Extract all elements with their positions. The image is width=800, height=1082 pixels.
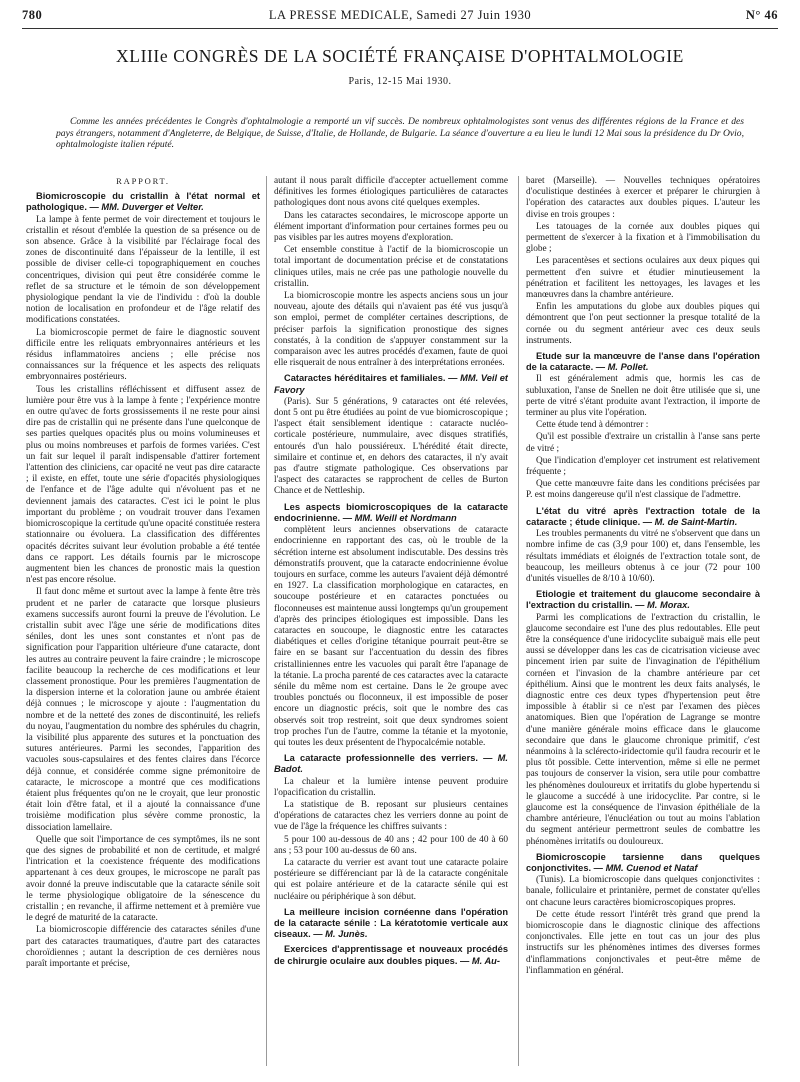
heading-author: M. Pollet. (607, 362, 649, 373)
column-3 (526, 176, 760, 1076)
paragraph: La lampe à fente permet de voir directement et toujours le cristallin et résout d'emblée la question de sa présence ou de son absence. Grâce à la visibilité par l'éclairage focal des zones de discontinuité dans l'épaisseur de la lentille, il est possible de diviser celle-ci topographiquement en couches concentriques, division qui peut être considérée comme le reflet de sa structure et le témoin de son développement physiologique pendant la vie de l'individu : d'où la double notion de localisation en profondeur et de l'âge relatif des modifications constatées. (26, 214, 260, 326)
paragraph: Il est généralement admis que, hormis les cas de subluxation, l'anse de Snellen ne doit être utilisée que si, une perte de vitré s'étant produite avant l'extraction, il importe de terminer au plus vite l'opération. (526, 374, 760, 419)
issue-number: N° 46 (745, 8, 778, 22)
header-rule (22, 28, 778, 29)
paragraph: Dans les cataractes secondaires, le microscope apporte un élément important d'information pour certaines formes peu ou pas visibles par les autres moyens d'exploration. (274, 210, 508, 244)
paragraph: Les troubles permanents du vitré ne s'observent que dans un nombre infime de cas (3,9 pour 100) et, dans l'ensemble, les résultats immédiats et éloignés de l'extraction totale sont, de beaucoup, les meilleurs obtenus à ce jour (72 pour 100 d'unités visuelles de 8/10 à 10/60). (526, 529, 760, 584)
heading-author: MM. Veil et Favory (274, 373, 508, 395)
article-intro: Comme les années précédentes le Congrès d'ophtalmologie a remporté un vif succès. De nombreux ophtalmologistes sont venus des différentes régions de la France et des pays étrangers, notamment d'Angleterre, de Belgique, de Suisse, d'Italie, de Hollande, de Bulgarie. La séance d'ouverture a eu lieu le lundi 12 Mai sous la présidence du Dr Ovio, ophtalmologiste italien réputé. (56, 116, 744, 151)
heading-text: La cataracte professionnelle des verriers. — (284, 753, 498, 764)
column-2 (274, 176, 508, 1076)
section-heading (274, 944, 508, 966)
paragraph: (Paris). Sur 5 générations, 9 cataractes ont été relevées, dont 5 ont pu être étudiées au point de vue biomicroscopique ; l'aspect était sensiblement identique : cataracte nucléo-corticale postérieure, nummulaire, avec disques stratifiés, entourés d'un halo poussiéreux. L'hérédité était directe, similaire et continue et, en dehors des cataractes, il n'y avait pas d'autre stigmate pathologique. Ces observations par l'aspect des cataractes se rapprochent de celles de Burton Chance et de Nettleship. (274, 396, 508, 497)
heading-author: M. Junès. (325, 929, 368, 940)
heading-text: Etude sur la manœuvre de l'anse dans l'opération de la cataracte. — (526, 351, 760, 373)
paragraph: Tous les cristallins réfléchissent et diffusent assez de lumière pour être vus à la lampe à fente ; l'expérience montre en outre qu'avec de forts grossissements il ne reste pour ainsi dire pas de cristallin qui ne présente dans l'une quelconque de ses parties quelques opacités plus ou moins volumineuses et plus ou moins nombreuses et parfois de formes variées. C'est un fait sur lequel il paraît indispensable d'attirer fortement l'attention des cliniciens, car opacité ne veut pas dire cataracte ; il existe, en effet, toute une série d'opacités physiologiques de l'enfance et de l'âge adulte qui n'évoluent pas et ne deviennent jamais des cataractes. C'est ici le point le plus important du problème ; on voudrait trouver dans l'examen biomicroscopique la certitude qu'une opacité constituée restera stationnaire ou évoluera. La classification des différentes opacités décrites suivant leur évolution probable a été tentée dans ce rapport. Les détails fournis par le microscope augmentent bien les chances de pronostic mais la question n'est pas encore résolue. (26, 384, 260, 586)
paragraph: Que cette manœuvre faite dans les conditions précisées par P. est moins dangereuse qu'il n'est classique de l'admettre. (526, 479, 760, 501)
section-heading (526, 852, 760, 874)
article-subtitle: Paris, 12-15 Mai 1930. (348, 76, 452, 87)
paragraph: Qu'il est possible d'extraire un cristallin à l'anse sans perte de vitré ; (526, 432, 760, 454)
heading-text: Exercices d'apprentissage et nouveaux procédés de chirurgie oculaire aux doubles piques. — (274, 944, 508, 966)
heading-author: M. Morax. (647, 600, 690, 611)
paragraph: Cette étude tend à démontrer : (536, 420, 649, 431)
journal-date: LA PRESSE MEDICALE, Samedi 27 Juin 1930 (268, 8, 532, 22)
running-head (22, 8, 778, 26)
paragraph: Il faut donc même et surtout avec la lampe à fente être très prudent et ne parler de cataracte que lorsque plusieurs examens successifs auront fourni la preuve de l'évolution. Le cristallin subit avec l'âge une série de modifications dites séniles, dont les unes sont constantes et n'ont pas de signification pour l'apparition ultérieure d'une cataracte, dont les autres au contraire peuvent la faire craindre ; le microscope facilite beaucoup la recherche de ces modifications et leur classement pronostique. Pour les premières l'augmentation de la dispersion interne et la coloration jaune ou ambrée étaient déjà connues ; le microscope y ajoute : l'augmentation du nombre et de la netteté des zones de discontinuité, les reliefs du noyau, l'augmentation du nombre des sphérules du chagrin, la visibilité plus apparente des sutures et la ponctuation des sutures antérieures. Parmi les secondes, l'apparition des vacuoles sous-capsulaires et des fentes claires dans l'écorce déjà connue, et considérée comme signe prémonitoire de cataracte, le microscope a montré que ces modifications étaient plus fréquentes qu'on ne le croyait, que leur pronostic était loin d'être fatal, et il a ajouté la connaissance d'une troisième modification plus sévère comme pronostic, la dissociation lamellaire. (26, 587, 260, 833)
heading-text: Etiologie et traitement du glaucome secondaire à l'extraction du cristallin. — (526, 589, 760, 611)
paragraph: La cataracte du verrier est avant tout une cataracte polaire postérieure se différenciant par là de la cataracte congénitale qui est polaire antérieure et de la cataracte sénile qui est nucléaire ou périphérique à son début. (274, 857, 508, 902)
heading-text: Cataractes héréditaires et familiales. — (284, 373, 461, 384)
paragraph: La biomicroscopie différencie des cataractes séniles d'une part des cataractes traumatiques, d'autre part des cataractes choroïdiennes ; autant la description de ces dernières nous paraît importante et précise, (26, 925, 260, 970)
section-heading (526, 351, 760, 373)
paragraph: Enfin les amputations du globe aux doubles piques qui démontrent que l'on peut sectionner la presque totalité de la cornée ou du segment antérieur avec ces deux seuls instruments. (526, 302, 760, 346)
paragraph: Quelle que soit l'importance de ces symptômes, ils ne sont que des signes de probabilité et non de certitude, et malgré l'intrication et la coexistence fréquente des modifications appartenant à ces deux groupes, le microscope ne paraît pas avoir donné la preuve indiscutable que la cataracte sénile soit le terme physiologique obligatoire de la sénescence du cristallin ; en revanche, il affirme nettement et à première vue le degré de maturité de la cataracte. (26, 834, 260, 924)
column-divider (518, 176, 519, 1066)
section-heading (274, 373, 508, 395)
paragraph: De cette étude ressort l'intérêt très grand que prend la biomicroscopie dans le diagnostic clinique des affections conjonctivales. Elle jette en tout cas un jour des plus instructifs sur les phénomènes intimes des diverses formes d'inflammations conjonctivales et peut-être même de l'inflammation en général. (526, 909, 760, 976)
page-number: 780 (22, 8, 43, 22)
section-heading (274, 753, 508, 775)
paragraph: Les paracentèses et sections oculaires aux deux piques qui permettent d'en suivre et étudier minutieusement la pénétration et facilitent les nettoyages, les lavages et les manœuvres dans la chambre antérieure. (526, 256, 760, 301)
section-heading (274, 907, 508, 941)
paragraph: Parmi les complications de l'extraction du cristallin, le glaucome secondaire est l'une des plus redoutables. Elle peut être la conséquence d'une iridocyclite subaiguë mais elle peut aussi se développer dans les cas de cicatrisation vicieuse avec pincement irien par suite de l'invagination de l'épithélium cornéen et l'invasion de la chambre antérieure par cet épithélium. Ainsi que le montrent les deux faits analysés, le diagnostic entre ces deux types d'hypertension peut être impossible à établir si ce n'est par l'examen des pièces anatomiques. Bien que l'opération de Lagrange se montre d'une manière générale moins efficace dans le glaucome secondaire que dans le glaucome chronique primitif, c'est néanmoins à la sclérecto-iridectomie qu'il faudra recourir et le plus tôt possible. Cette intervention, même si elle ne permet pas toujours de conserver la vision, sera utile pour combattre les phénomènes douloureux et irritatifs du globe hypertendu si le glaucome a succédé à une iridocyclite. Par contre, si le glaucome est la conséquence de l'invasion épithéliale de la chambre antérieure, l'énucléation ou tout au moins l'ablation du segment antérieur permettront seules de combattre les phénomènes irritatifs ou douloureux. (526, 612, 760, 847)
section-heading (274, 502, 508, 524)
heading-author: MM. Duverger et Velter. (101, 202, 204, 213)
heading-text: La meilleure incision cornéenne dans l'opération de la cataracte sénile : La kératotomie verticale aux ciseaux. — (274, 906, 508, 940)
section-heading (26, 191, 260, 213)
article-title: XLIIIe CONGRÈS DE LA SOCIÉTÉ FRANÇAISE D'OPHTALMOLOGIE (116, 46, 684, 66)
paragraph: La biomicroscopie permet de faire le diagnostic souvent difficile entre les reliquats embryonnaires antérieurs et les résidus inflammatoires anciens ; elle précise nos connaissances sur la fréquence et les aspects des reliquats embryonnaires postérieurs. (26, 327, 260, 383)
heading-text: Les aspects biomicroscopiques de la cataracte endocrinienne. — (274, 501, 508, 523)
paragraph: 5 pour 100 au-dessous de 40 ans ; 42 pour 100 de 40 à 60 ans ; 53 pour 100 au-dessus de 60 ans. (274, 834, 508, 856)
section-heading (526, 506, 760, 528)
paragraph: Que l'indication d'employer cet instrument est relativement fréquente ; (526, 455, 760, 478)
heading-text: Biomicroscopie du cristallin à l'état normal et pathologique. — (26, 191, 260, 213)
heading-text: Biomicroscopie tarsienne dans quelques conjonctivites. — (526, 851, 760, 873)
paragraph: complètent leurs anciennes observations de cataracte endocrinienne en rapportant des cas, où le trouble de la sécrétion interne est absolument indiscutable. Des dessins très démonstratifs prouvent, que la cataracte endocrinienne évolue toujours en surface, comme les auteurs l'avaient déjà démontré en 1927. La classification morphologique en cataractes, en soucoupe postérieure et en cataractes ponctuées ou floconneuses est maintenue aussi longtemps qu'un groupement d'après des principes étiologiques est impossible. Dans les cataractes en soucoupe, le diagnostic entre les cataractes diabétiques et celles d'origine tétanique pourrait peut-être se faire en se basant sur l'accentuation du dessin des fibres cristalliniennes entre les vacuoles qui paraît être l'apanage de la tétanie. La procha parenté de ces cataractes avec la cataracte sénile du même nom est certaine. Dans le 2e groupe avec troubles ponctués ou floconneux, il est impossible de poser encore un diagnostic précis, soit que le nombre des cas observés soit trop restreint, soit que deux syndromes soient trop proches l'un de l'autre, comme la tétanie et la myotonie, qui toutes les deux présentent de l'hypocalcémie notable. (274, 525, 508, 748)
heading-author: MM. Cuenod et Nataf (605, 862, 698, 873)
heading-author: M. Au- (471, 955, 500, 966)
heading-text: L'état du vitré après l'extraction totale de la cataracte ; étude clinique. — (526, 505, 760, 527)
heading-author: MM. Weill et Nordmann (354, 512, 457, 523)
section-heading (526, 589, 760, 611)
paragraph: autant il nous paraît difficile d'accepter actuellement comme définitives les formes étiologiques particulières de cataractes pathologiques dont nous avons cité quelques exemples. (274, 176, 508, 209)
heading-author: M. Badot. (274, 753, 508, 775)
column-1 (26, 176, 260, 1076)
paragraph: La chaleur et la lumière intense peuvent produire l'opacification du cristallin. (274, 776, 508, 798)
paragraph: baret (Marseille). — Nouvelles techniques opératoires d'oculistique destinées à exercer et préparer le chirurgien à l'opération des cataractes aux doubles piques. L'auteur les divise en trois groupes : (526, 176, 760, 220)
column-divider (266, 176, 267, 1066)
heading-author: M. de Saint-Martin. (654, 516, 738, 527)
paragraph: La biomicroscopie montre les aspects anciens sous un jour nouveau, ajoute des détails qui n'avaient pas été vus jusqu'à son emploi, permet de compléter certaines descriptions, de préciser parfois la signification pronostique des signes constatés, à la condition de s'appuyer constamment sur la comparaison avec les autres procédés d'examen, faute de quoi elle risquerait de nous entraîner à des interprétations erronées. (274, 291, 508, 369)
paragraph: (Tunis). La biomicroscopie dans quelques conjonctivites : banale, folliculaire et printanière, permet de constater qu'elles ont chacune leurs caractères biomicroscopiques propres. (526, 875, 760, 908)
section-label: RAPPORT. (116, 176, 170, 186)
paragraph: Cet ensemble constitue à l'actif de la biomicroscopie un total important de documentation précise et de constatations cliniques utiles, mais ne crée pas une pathologie nouvelle du cristallin. (274, 245, 508, 289)
paragraph: La statistique de B. reposant sur plusieurs centaines d'opérations de cataractes chez les verriers donne au point de vue de l'âge la fréquence les chiffres suivants : (274, 799, 508, 833)
paragraph: Les tatouages de la cornée aux doubles piques qui permettent de s'exercer à la fixation et à l'immobilisation du globe ; (526, 221, 760, 255)
